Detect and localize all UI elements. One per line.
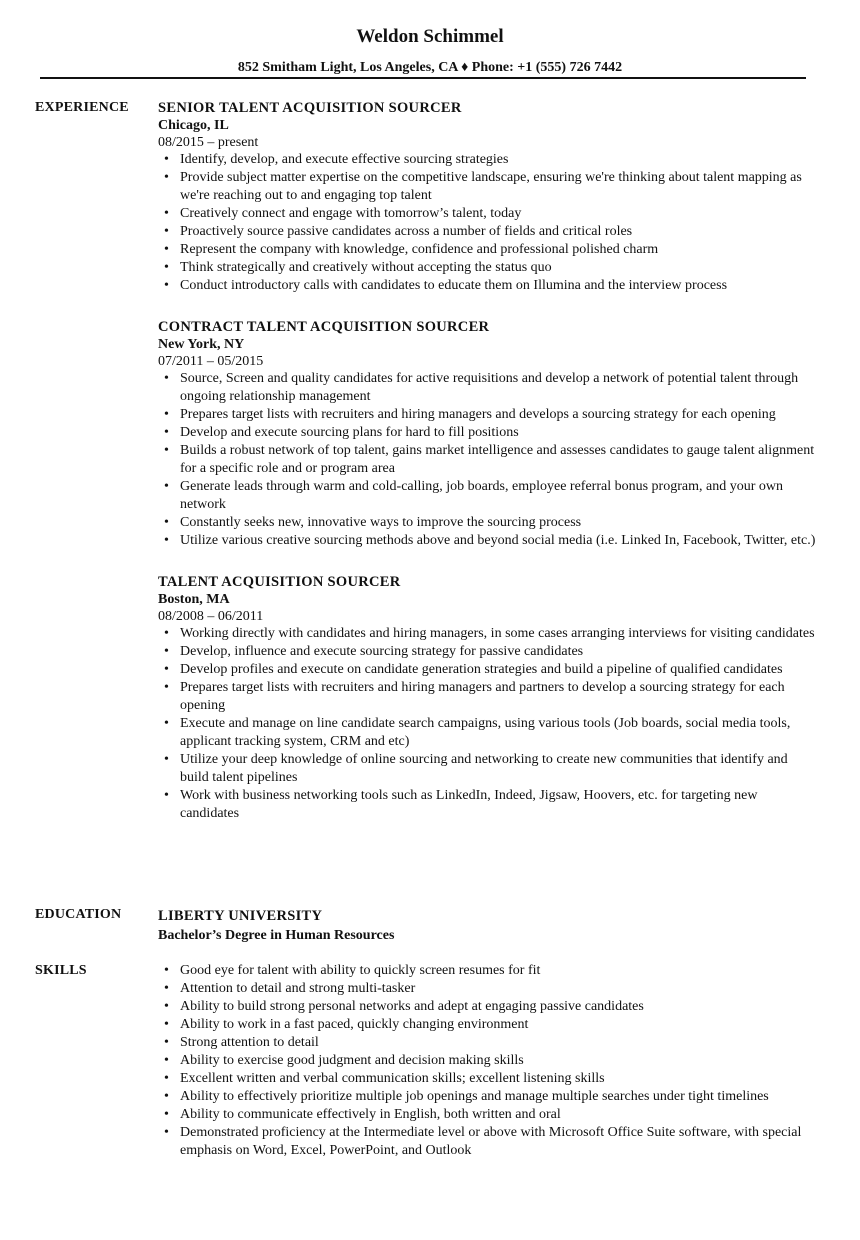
list-item: • Develop profiles and execute on candidate generation strategies and build a pipeline of qualified candidates: [158, 661, 818, 679]
list-item: • Strong attention to detail: [158, 1034, 818, 1052]
section-label-experience: EXPERIENCE: [35, 100, 129, 115]
contact-line: 852 Smitham Light, Los Angeles, CA ♦ Phone: +1 (555) 726 7442: [237, 60, 623, 75]
skills-body: [158, 962, 818, 1160]
list-item: • Prepares target lists with recruiters and hiring managers and partners to develop a sourcing strategy for each opening: [158, 679, 818, 715]
list-item: • Develop, influence and execute sourcing strategy for passive candidates: [158, 643, 818, 661]
list-item: • Creatively connect and engage with tomorrow’s talent, today: [158, 205, 818, 223]
section-label-skills: SKILLS: [35, 963, 87, 978]
list-item: • Ability to exercise good judgment and decision making skills: [158, 1052, 818, 1070]
skills-list: [158, 962, 818, 1160]
list-item: • Think strategically and creatively without accepting the status quo: [158, 259, 818, 277]
list-item: • Working directly with candidates and hiring managers, in some cases arranging interviews for visiting candidates: [158, 625, 818, 643]
list-item: • Provide subject matter expertise on the competitive landscape, ensuring we're thinking about talent mapping as we're reaching out to and engaging top talent: [158, 169, 818, 205]
job-dates: 07/2011 – 05/2015: [158, 354, 264, 369]
job-dates: 08/2008 – 06/2011: [158, 609, 264, 624]
list-item: • Source, Screen and quality candidates for active requisitions and develop a network of potential talent through ongoing relationship management: [158, 370, 818, 406]
job-bullets: [158, 370, 818, 550]
job-location: Boston, MA: [158, 592, 230, 607]
education-degree: Bachelor’s Degree in Human Resources: [158, 928, 395, 943]
list-item: • Prepares target lists with recruiters and hiring managers and develops a sourcing strategy for each opening: [158, 406, 818, 424]
list-item: • Utilize your deep knowledge of online sourcing and networking to create new communities that identify and build talent pipelines: [158, 751, 818, 787]
job-entry: [158, 99, 818, 295]
list-item: • Execute and manage on line candidate search campaigns, using various tools (Job boards, social media tools, applicant tracking system, CRM and etc): [158, 715, 818, 751]
experience-body: [158, 99, 818, 846]
education-body: [158, 906, 818, 946]
header-divider: [40, 77, 806, 79]
job-entry: [158, 573, 818, 823]
list-item: • Ability to communicate effectively in English, both written and oral: [158, 1106, 818, 1124]
list-item: • Attention to detail and strong multi-tasker: [158, 980, 818, 998]
list-item: • Identify, develop, and execute effective sourcing strategies: [158, 151, 818, 169]
list-item: • Develop and execute sourcing plans for hard to fill positions: [158, 424, 818, 442]
candidate-name: Weldon Schimmel: [356, 26, 504, 47]
list-item: • Builds a robust network of top talent, gains market intelligence and assesses candidates to gauge talent alignment for a specific role and or program area: [158, 442, 818, 478]
job-dates: 08/2015 – present: [158, 135, 259, 150]
job-title: SENIOR TALENT ACQUISITION SOURCER: [158, 100, 462, 116]
list-item: • Conduct introductory calls with candidates to educate them on Illumina and the interview process: [158, 277, 818, 295]
list-item: • Excellent written and verbal communication skills; excellent listening skills: [158, 1070, 818, 1088]
list-item: • Ability to work in a fast paced, quickly changing environment: [158, 1016, 818, 1034]
job-location: Chicago, IL: [158, 118, 229, 133]
list-item: • Proactively source passive candidates across a number of fields and critical roles: [158, 223, 818, 241]
list-item: • Work with business networking tools such as LinkedIn, Indeed, Jigsaw, Hoovers, etc. for targeting new candidates: [158, 787, 818, 823]
list-item: • Constantly seeks new, innovative ways to improve the sourcing process: [158, 514, 818, 532]
list-item: • Ability to build strong personal networks and adept at engaging passive candidates: [158, 998, 818, 1016]
job-bullets: [158, 625, 818, 823]
job-entry: [158, 318, 818, 550]
list-item: • Utilize various creative sourcing methods above and beyond social media (i.e. Linked In, Facebook, Twitter, etc.): [158, 532, 818, 550]
job-location: New York, NY: [158, 337, 245, 352]
list-item: • Ability to effectively prioritize multiple job openings and manage multiple searches under tight timelines: [158, 1088, 818, 1106]
job-title: TALENT ACQUISITION SOURCER: [158, 574, 401, 590]
section-label-education: EDUCATION: [35, 907, 122, 922]
list-item: • Good eye for talent with ability to quickly screen resumes for fit: [158, 962, 818, 980]
job-title: CONTRACT TALENT ACQUISITION SOURCER: [158, 319, 490, 335]
list-item: • Generate leads through warm and cold-calling, job boards, employee referral bonus program, and your own network: [158, 478, 818, 514]
job-bullets: [158, 151, 818, 295]
education-school: LIBERTY UNIVERSITY: [158, 908, 323, 924]
list-item: • Represent the company with knowledge, confidence and professional polished charm: [158, 241, 818, 259]
list-item: • Demonstrated proficiency at the Intermediate level or above with Microsoft Office Suite software, with special emphasis on Word, Excel, PowerPoint, and Outlook: [158, 1124, 818, 1160]
